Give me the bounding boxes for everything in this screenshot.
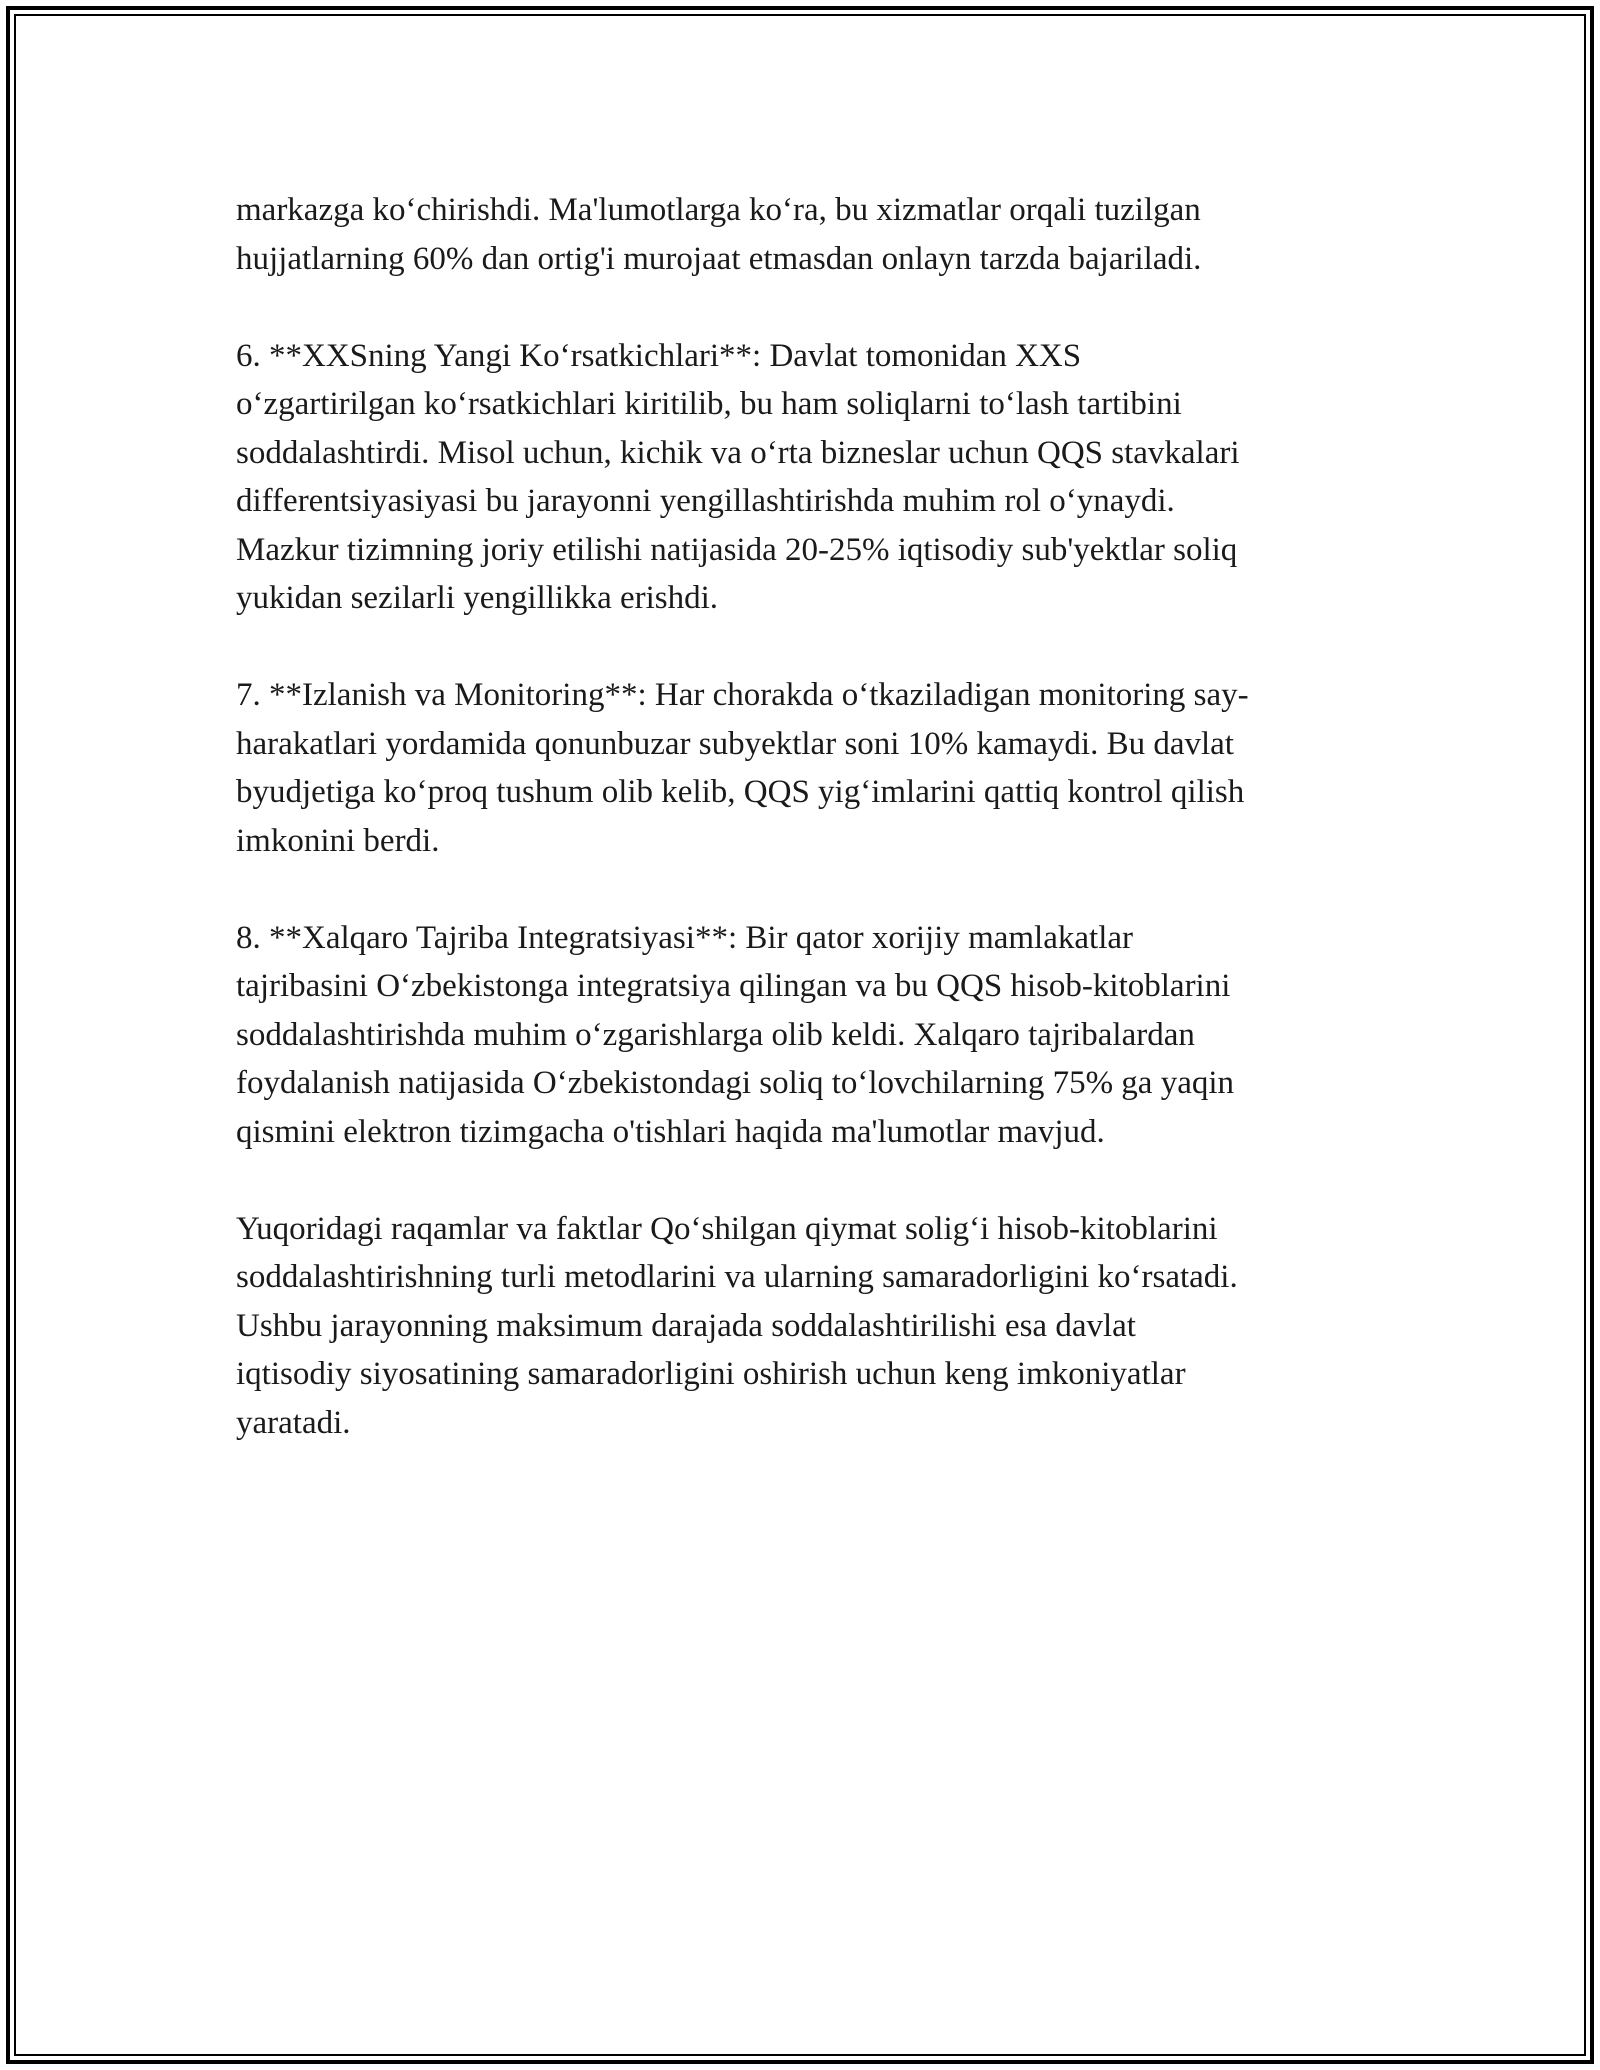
text-line: markazga koʻchirishdi. Ma'lumotlarga koʻra, bu xizmatlar orqali tuzilgan xyxy=(236,192,1201,228)
text-line: Yuqoridagi raqamlar va faktlar Qoʻshilgan qiymat soligʻi hisob-kitoblarini xyxy=(236,1210,1218,1247)
text-line: soddalashtirdi. Misol uchun, kichik va oʻrta bizneslar uchun QQS stavkalari xyxy=(236,434,1240,471)
text-line: qismini elektron tizimgacha o'tishlari haqida ma'lumotlar mavjud. xyxy=(236,1113,1105,1150)
text-line: Ushbu jarayonning maksimum darajada soddalashtirilishi esa davlat xyxy=(236,1307,1136,1344)
paragraph-item-8 xyxy=(236,914,1376,1157)
paragraph-continuation xyxy=(236,186,1376,283)
paragraph-item-7 xyxy=(236,671,1376,865)
text-line: 7. **Izlanish va Monitoring**: Har chorakda oʻtkaziladigan monitoring say- xyxy=(236,677,1249,713)
text-line: iqtisodiy siyosatining samaradorligini oshirish uchun keng imkoniyatlar xyxy=(236,1356,1186,1392)
text-line: 6. **XXSning Yangi Koʻrsatkichlari**: Davlat tomonidan XXS xyxy=(236,337,1082,374)
text-line: soddalashtirishning turli metodlarini va ularning samaradorligini koʻrsatadi. xyxy=(236,1259,1238,1295)
paragraph-conclusion xyxy=(236,1205,1376,1448)
text-line: yaratadi. xyxy=(236,1404,351,1441)
text-line: tajribasini Oʻzbekistonga integratsiya qilingan va bu QQS hisob-kitoblarini xyxy=(236,968,1231,1004)
text-line: differentsiyasiyasi bu jarayonni yengillashtirishda muhim rol oʻynaydi. xyxy=(236,483,1175,519)
text-line: harakatlari yordamida qonunbuzar subyektlar soni 10% kamaydi. Bu davlat xyxy=(236,725,1234,762)
text-line: foydalanish natijasida Oʻzbekistondagi soliq toʻlovchilarning 75% ga yaqin xyxy=(236,1065,1235,1101)
paragraph-item-6 xyxy=(236,332,1376,623)
text-line: yukidan sezilarli yengillikka erishdi. xyxy=(236,580,719,616)
text-line: 8. **Xalqaro Tajriba Integratsiyasi**: Bir qator xorijiy mamlakatlar xyxy=(236,919,1133,956)
text-line: Mazkur tizimning joriy etilishi natijasida 20-25% iqtisodiy sub'yektlar soliq xyxy=(236,531,1238,568)
text-line: oʻzgartirilgan koʻrsatkichlari kiritilib, bu ham soliqlarni toʻlash tartibini xyxy=(236,386,1182,422)
text-line: imkonini berdi. xyxy=(236,822,440,859)
text-line: hujjatlarning 60% dan ortig'i murojaat etmasdan onlayn tarzda bajariladi. xyxy=(236,240,1202,277)
text-line: byudjetiga koʻproq tushum olib kelib, QQS yigʻimlarini qattiq kontrol qilish xyxy=(236,774,1245,810)
document-body xyxy=(236,186,1376,1496)
text-line: soddalashtirishda muhim oʻzgarishlarga olib keldi. Xalqaro tajribalardan xyxy=(236,1016,1195,1053)
